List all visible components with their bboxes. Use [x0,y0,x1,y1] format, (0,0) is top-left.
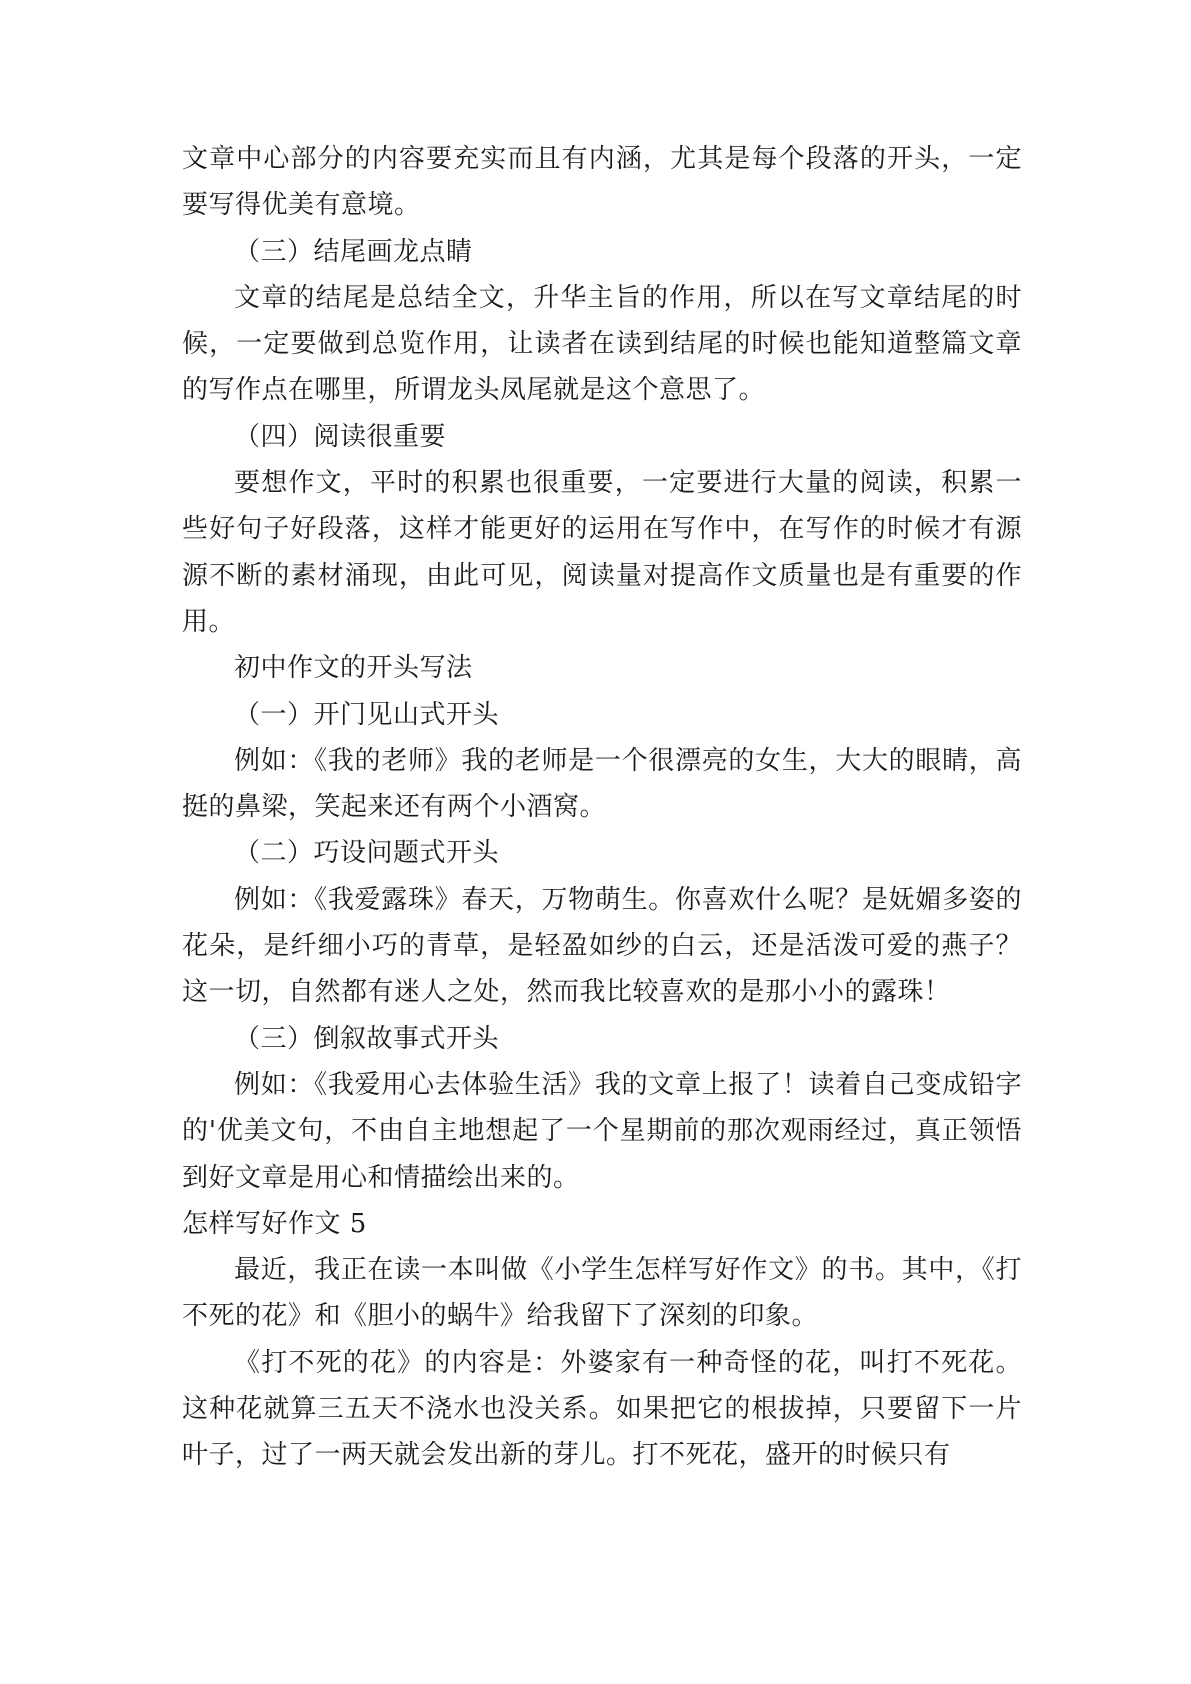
paragraph-ending: 文章的结尾是总结全文，升华主旨的作用，所以在写文章结尾的时候，一定要做到总览作用，让读者在读到结尾的时候也能知道整篇文章的写作点在哪里，所谓龙头凤尾就是这个意思了。 [182,282,1022,406]
heading-direct-opening: （一）开门见山式开头 [234,699,500,730]
heading-opening-methods: 初中作文的开头写法 [234,653,473,684]
paragraph-center-content: 文章中心部分的内容要充实而且有内涵，尤其是每个段落的开头，一定要写得优美有意境。 [182,144,1022,221]
heading-flashback-opening: （三）倒叙故事式开头 [234,1023,500,1054]
heading-ending: （三）结尾画龙点睛 [234,236,473,267]
section-title: 怎样写好作文 5 [182,1208,367,1239]
document-body [182,136,1022,1479]
paragraph-example-life: 例如：《我爱用心去体验生活》我的文章上报了！读着自己变成铅字的'优美文句，不由自主地想起了一个星期前的那次观雨经过，真正领悟到好文章是用心和情描绘出来的。 [182,1069,1022,1193]
heading-reading: （四）阅读很重要 [234,421,447,452]
paragraph-book-intro: 最近，我正在读一本叫做《小学生怎样写好作文》的书。其中，《打不死的花》和《胆小的蜗牛》给我留下了深刻的印象。 [182,1255,1022,1332]
paragraph-reading: 要想作文，平时的积累也很重要，一定要进行大量的阅读，积累一些好句子好段落，这样才能更好的运用在写作中，在写作的时候才有源源不断的素材涌现，由此可见，阅读量对提高作文质量也是有重要的作用。 [182,468,1022,637]
paragraph-example-dew: 例如：《我爱露珠》春天，万物萌生。你喜欢什么呢？是妩媚多姿的花朵，是纤细小巧的青草，是轻盈如纱的白云，还是活泼可爱的燕子？这一切，自然都有迷人之处，然而我比较喜欢的是那小小的露珠！ [182,884,1022,1008]
heading-question-opening: （二）巧设问题式开头 [234,838,500,869]
paragraph-flower-story: 《打不死的花》的内容是：外婆家有一种奇怪的花，叫打不死花。这种花就算三五天不浇水也没关系。如果把它的根拔掉，只要留下一片叶子，过了一两天就会发出新的芽儿。打不死花，盛开的时候只有 [182,1347,1022,1471]
paragraph-example-teacher: 例如：《我的老师》我的老师是一个很漂亮的女生，大大的眼睛，高挺的鼻梁，笑起来还有两个小酒窝。 [182,745,1022,823]
